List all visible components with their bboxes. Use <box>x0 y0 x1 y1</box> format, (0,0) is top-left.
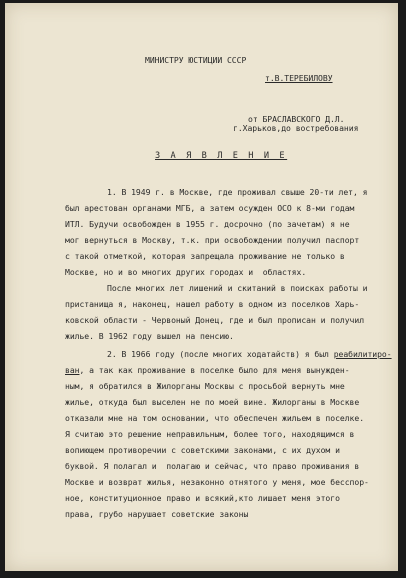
paragraph-2-line-2: пристанища я, наконец, нашел работу в одном из поселков Харь- <box>65 299 360 309</box>
document-page <box>5 3 398 571</box>
paragraph-1-line-1: 1. В 1949 г. в Москве, где проживал свыше 20-ти лет, я <box>107 187 368 197</box>
paragraph-3-line-4: жилье, откуда был выселен не по моей вине. Жилорганы в Москве <box>65 397 360 407</box>
paragraph-3-line-2-text: , а так как проживание в поселке было для меня вынужден- <box>79 365 350 375</box>
document-title: З А Я В Л Е Н И Е <box>155 151 288 161</box>
paragraph-3-line-10: ное, конституционное право и всякий,кто лишает меня этого <box>65 493 340 503</box>
paragraph-2-line-3: ковской области - Червоный Донец, где и был прописан и получил <box>65 315 365 325</box>
paragraph-3-line-9: Москве и возврат жилья, незаконно отнятого у меня, мое бесспор- <box>65 477 369 487</box>
addressee-ministry: МИНИСТРУ ЮСТИЦИИ СССР <box>145 55 247 65</box>
paragraph-1-line-2: был арестован органами МГБ, а затем осужден ОСО к 8-ми годам <box>65 203 355 213</box>
paragraph-3-line-5: отказали мне на том основании, что обеспечен жильем в поселке. <box>65 413 365 423</box>
paragraph-2-line-4: жилье. В 1962 году вышел на пенсию. <box>65 331 234 341</box>
paragraph-3-line-3: ным, я обратился в Жилорганы Москвы с просьбой вернуть мне <box>65 381 345 391</box>
paragraph-3-line-8: буквой. Я полагал и полагаю и сейчас, что право проживания в <box>65 461 360 471</box>
paragraph-1-line-3: ИТЛ. Будучи освобожден в 1955 г. досрочно (по зачетам) я не <box>65 219 350 229</box>
rehabilitated-word-end: ван <box>65 365 80 375</box>
sender-name: от БРАСЛАВСКОГО Д.Л. <box>248 114 345 124</box>
paragraph-3-line-2 <box>65 365 350 375</box>
paragraph-3-line-1 <box>107 349 392 359</box>
rehabilitated-word-start: реабилитиро- <box>333 349 392 359</box>
paragraph-1-line-4: мог вернуться в Москву, т.к. при освобождении получил паспорт <box>65 235 360 245</box>
sender-address: г.Харьков,до востребования <box>233 123 359 133</box>
paragraph-3-line-1-text: 2. В 1966 году (после многих ходатайств) я был <box>107 349 334 359</box>
paragraph-3-line-7: вопиющем противоречии с советскими законами, с их духом и <box>65 445 340 455</box>
paragraph-3-line-11: права, грубо нарушает советские законы <box>65 509 249 519</box>
paragraph-2-line-1: После многих лет лишений и скитаний в поисках работы и <box>107 283 368 293</box>
paragraph-1-line-5: с такой отметкой, которая запрещала проживание не только в <box>65 251 345 261</box>
paragraph-1-line-6: Москве, но и во многих других городах и областях. <box>65 267 307 277</box>
paragraph-3-line-6: Я считаю это решение неправильным, более того, находящимся в <box>65 429 355 439</box>
addressee-name: т.В.ТЕРЕБИЛОВУ <box>265 73 333 83</box>
